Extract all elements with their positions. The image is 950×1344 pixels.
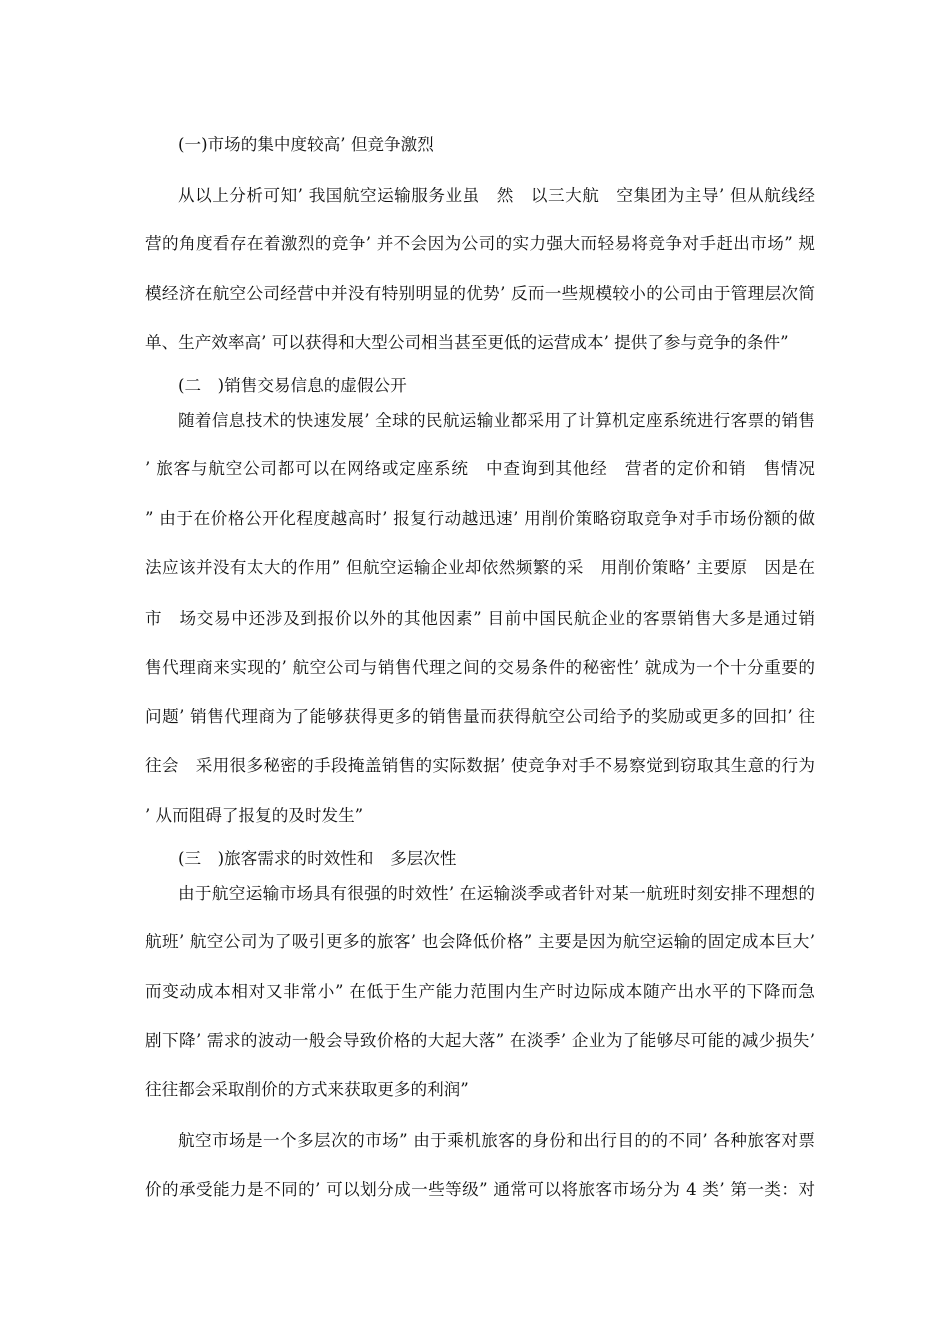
paragraph-line: 随着信息技术的快速发展’ 全球的民航运输业都采用了计算机定座系统进行客票的销售 [178,411,815,430]
paragraph-line: 问题’ 销售代理商为了能够获得更多的销售量而获得航空公司给予的奖励或更多的回扣’ 往 [145,707,815,726]
paragraph-line: 模经济在航空公司经营中并没有特别明显的优势’ 反而一些规模较小的公司由于管理层次简 [145,284,815,303]
paragraph-line: ’ 从而阻碍了报复的及时发生” [145,806,364,825]
paragraph-line: 法应该并没有太大的作用” 但航空运输企业却依然频繁的采 用削价策略’ 主要原 因是在 [145,558,815,577]
paragraph-line: 往会 采用很多秘密的手段掩盖销售的实际数据’ 使竞争对手不易察觉到窃取其生意的行为 [145,756,815,775]
section-heading-1: (一)市场的集中度较高’ 但竞争激烈 [178,135,434,154]
section-heading-3: (三 )旅客需求的时效性和 多层次性 [178,849,457,868]
paragraph-line: 由于航空运输市场具有很强的时效性’ 在运输淡季或者针对某一航班时刻安排不理想的 [178,884,815,903]
paragraph-line: 航班’ 航空公司为了吸引更多的旅客’ 也会降低价格” 主要是因为航空运输的固定成本巨大’ [145,932,815,951]
paragraph-line: 而变动成本相对又非常小” 在低于生产能力范围内生产时边际成本随产出水平的下降而急 [145,982,815,1001]
paragraph-line: 市 场交易中还涉及到报价以外的其他因素” 目前中国民航企业的客票销售大多是通过销 [145,609,815,628]
paragraph-line: ’ 旅客与航空公司都可以在网络或定座系统 中查询到其他经 营者的定价和销 售情况 [145,459,815,478]
paragraph-line: 价的承受能力是不同的’ 可以划分成一些等级” 通常可以将旅客市场分为 4 类’ 第一类：对 [145,1180,815,1199]
paragraph-line: 营的角度看存在着激烈的竞争’ 并不会因为公司的实力强大而轻易将竞争对手赶出市场” 规 [145,234,815,253]
paragraph-line: 往往都会采取削价的方式来获取更多的利润” [145,1080,469,1099]
paragraph-line: 航空市场是一个多层次的市场” 由于乘机旅客的身份和出行目的的不同’ 各种旅客对票 [178,1131,815,1150]
paragraph-line: 从以上分析可知’ 我国航空运输服务业虽 然 以三大航 空集团为主导’ 但从航线经 [178,186,815,205]
section-heading-2: (二 )销售交易信息的虚假公开 [178,376,407,395]
paragraph-line: ” 由于在价格公开化程度越高时’ 报复行动越迅速’ 用削价策略窃取竞争对手市场份额的做 [145,509,815,528]
paragraph-line: 剧下降’ 需求的波动一般会导致价格的大起大落” 在淡季’ 企业为了能够尽可能的减少损失’ [145,1031,815,1050]
paragraph-line: 售代理商来实现的’ 航空公司与销售代理之间的交易条件的秘密性’ 就成为一个十分重要的 [145,658,815,677]
paragraph-line: 单、生产效率高’ 可以获得和大型公司相当甚至更低的运营成本’ 提供了参与竞争的条件” [145,333,789,352]
